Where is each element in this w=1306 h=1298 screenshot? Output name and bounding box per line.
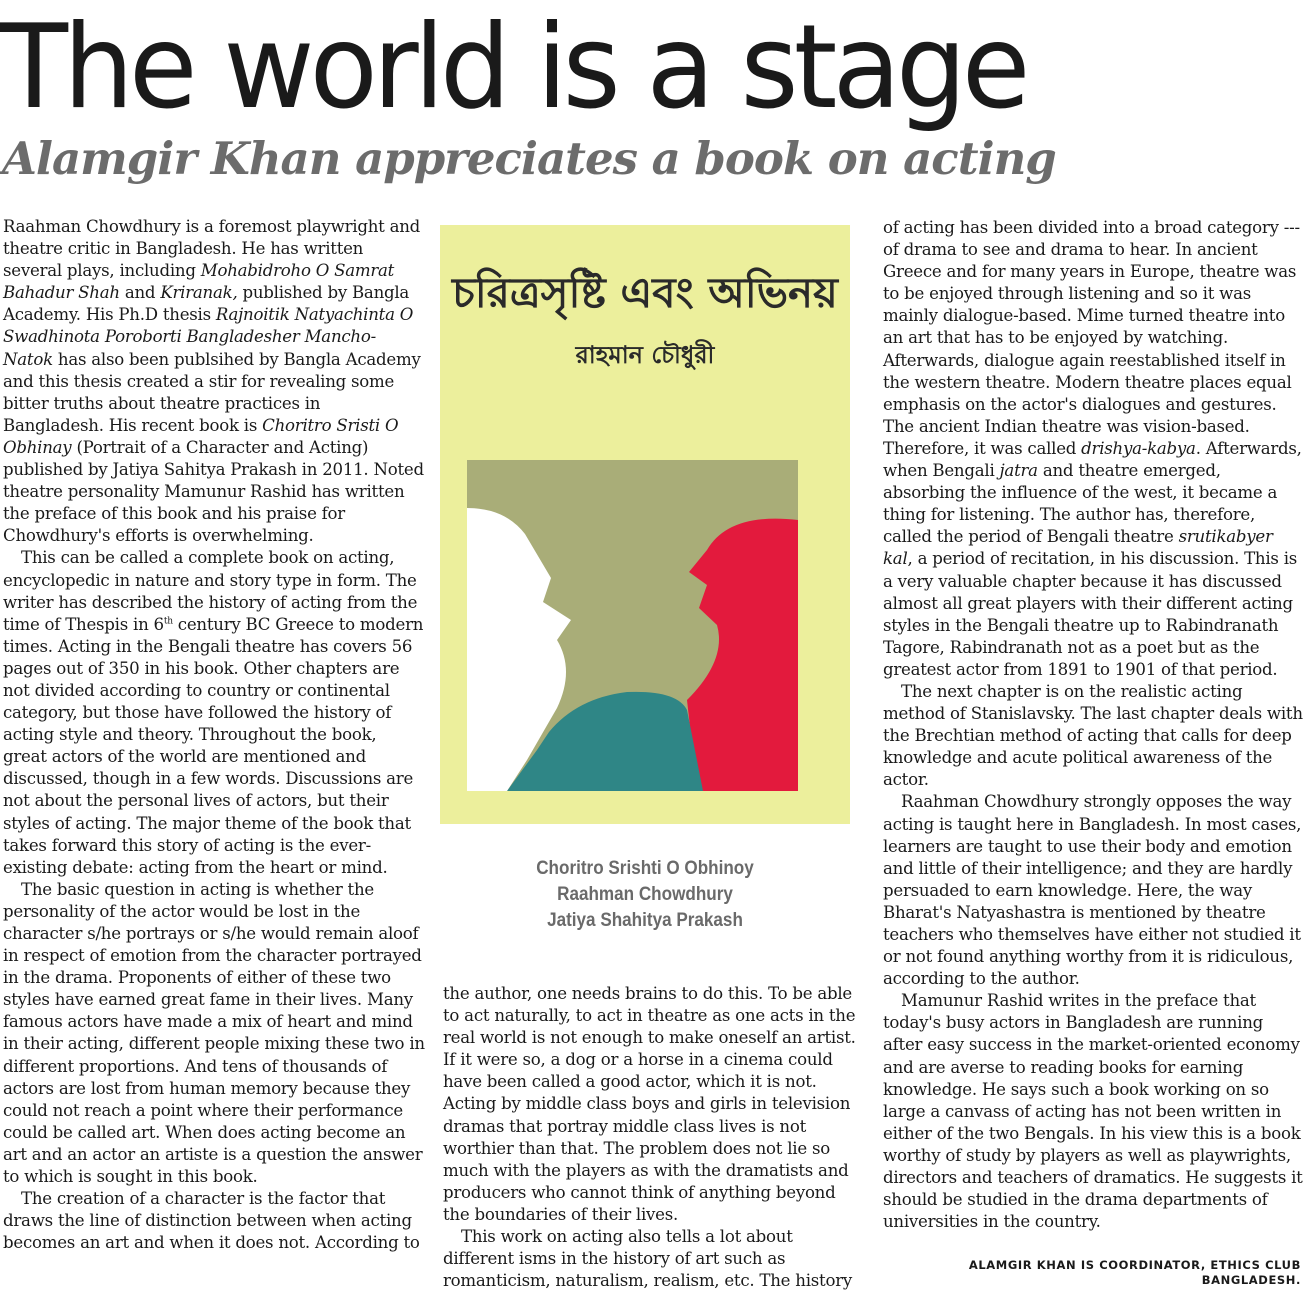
paragraph: The creation of a character is the factor that draws the line of distinction between when acting becomes an art and when it does not. According to [3,1189,420,1253]
book-title: Rajnoitik Natyachinta O Swadhinota Poroborti Bangladesher Mancho-Natok [3,305,414,369]
author-credit [969,1258,1301,1288]
paragraph: This work on acting also tells a lot about different isms in the history of art such as romanticism, naturalism, realism, etc. The history [443,1227,853,1291]
term: jatra [999,461,1038,481]
text: (Portrait of a Character and Acting) published by Jatiya Sahitya Prakash in 2011. Noted theatre personality Mamunur Rashid has written the preface of this book and his praise for Chowdhury's efforts is overwhelming. [3,437,424,546]
paragraph: Mamunur Rashid writes in the preface that today's busy actors in Bangladesh are running after easy success in the market-oriented economy and are averse to reading books for earning knowledge. He says such a book working on so large a canvass of acting has not been written in either of the two Bengals. In his view this is a book worthy of study by players as well as playwrights, directors and teachers of dramatics. He suggests it should be studied in the drama departments of universities in the country. [883,991,1303,1232]
book-title: Mohabidroho O Samrat Bahadur Shah [3,261,395,303]
term: drishya-kabya [1081,438,1196,458]
text: Raahman Chowdhury is a foremost playwright and theatre critic in Bangladesh. He has written several plays, including [3,217,421,281]
article-column-3 [883,217,1305,1233]
book-cover-image [440,225,850,824]
subheadline: Alamgir Khan appreciates a book on acting [2,132,1056,185]
text: and [119,283,161,303]
caption-line: Choritro Srishti O Obhinoy [536,858,754,879]
credit-line: BANGLADESH. [1201,1273,1301,1287]
article-column-1 [3,216,425,1254]
paragraph: The basic question in acting is whether the personality of the actor would be lost in the character s/he portrays or s/he would remain aloof in respect of emotion from the character portrayed in the drama. Proponents of either of these two styles have earned great fame in their lives. Many famous actors have made a mix of heart and mind in their acting, different people mixing these two in different proportions. And tens of thousands of actors are lost from human memory because they could not reach a point where their performance could be called art. When does acting become an art and an actor an artiste is a question the answer to which is sought in this book. [3,879,425,1187]
book-cover-author: রাহমান চৌধুরী [575,341,715,369]
paragraph: the author, one needs brains to do this. To be able to act naturally, to act in theatre as one acts in the real world is not enough to make oneself an artist. If it were so, a dog or a horse in a cinema could have been called a good actor, which it is not. Acting by middle class boys and girls in television dramas that portray middle class lives is not worthier than that. The problem does not lie so much with the players as with the dramatists and producers who cannot think of anything beyond the boundaries of their lives. [443,984,856,1224]
superscript: th [163,616,173,627]
image-caption [440,856,850,934]
paragraph [3,547,425,878]
paragraph [883,217,1305,681]
book-title: Choritro Sristi O Obhinay [3,415,399,457]
text: , a period of recitation, in his discussion. This is a very valuable chapter because it has discussed almost all great players with their different acting styles in the Bengali theatre up to Rabindranath Tagore, Rabindranath not as a poet but as the greatest actor from 1891 to 1901 of that period. [883,549,1298,679]
term: srutikabyer kal [883,527,1273,569]
headline: The world is a stage [0,0,1026,135]
paragraph [3,216,425,547]
text: and theatre emerged, absorbing the influence of the west, it became a thing for listening. The author has, therefore, called the period of Bengali theatre [883,461,1278,547]
paragraph: The next chapter is on the realistic acting method of Stanislavsky. The last chapter deals with the Brechtian method of acting that calls for deep knowledge and acute political awareness of the actor. [883,681,1303,790]
text: This can be called a complete book on acting, encyclopedic in nature and story type in form. The writer has described the history of acting from the time of Thespis in 6 [3,548,418,634]
caption-line: Jatiya Shahitya Prakash [547,910,743,931]
caption-line: Raahman Chowdhury [557,884,733,905]
text: has also been publsihed by Bangla Academy and this thesis created a stir for revealing some bitter truths about theatre practices in Bangladesh. His recent book is [3,349,421,435]
paragraph: Raahman Chowdhury strongly opposes the way acting is taught here in Bangladesh. In most cases, learners are taught to use their body and emotion and little of their intelligence; and they are hardly persuaded to earn knowledge. Here, the way Bharat's Natyashastra is mentioned by theatre teachers who themselves have either not studied it or not found anything worthy from it is ridiculous, according to the author. [883,792,1302,989]
text: published by Bangla Academy. His Ph.D thesis [3,283,410,325]
book-title: Kriranak, [160,283,238,303]
credit-line: ALAMGIR KHAN IS COORDINATOR, ETHICS CLUB [968,1258,1301,1272]
faces-illustration [467,460,798,791]
article-column-2 [443,983,858,1292]
book-cover-title: চরিত্রসৃষ্টি এবং অভিনয় [452,268,838,317]
text: . Afterwards, when Bengali [883,438,1302,481]
text: century BC Greece to modern times. Acting in the Bengali theatre has covers 56 pages out of 350 in his book. Other chapters are not divided according to country or continental category, but those have followed the history of acting style and theory. Throughout the book, great actors of the world are mentioned and discussed, though in a few words. Discussions are not about the personal lives of actors, but their styles of acting. The major theme of the book that takes forward this story of acting is the ever-existing debate: acting from the heart or mind. [3,614,424,877]
text: of acting has been divided into a broad category --- of drama to see and drama to hear. In ancient Greece and for many years in Europe, theatre was to be enjoyed through listening and so it was mainly dialogue-based. Mime turned theatre into an art that has to be enjoyed by watching. Afterwards, dialogue again reestablished itself in the western theatre. Modern theatre places equal emphasis on the actor's dialogues and gestures. The ancient Indian theatre was vision-based. Therefore, it was called [883,218,1300,458]
